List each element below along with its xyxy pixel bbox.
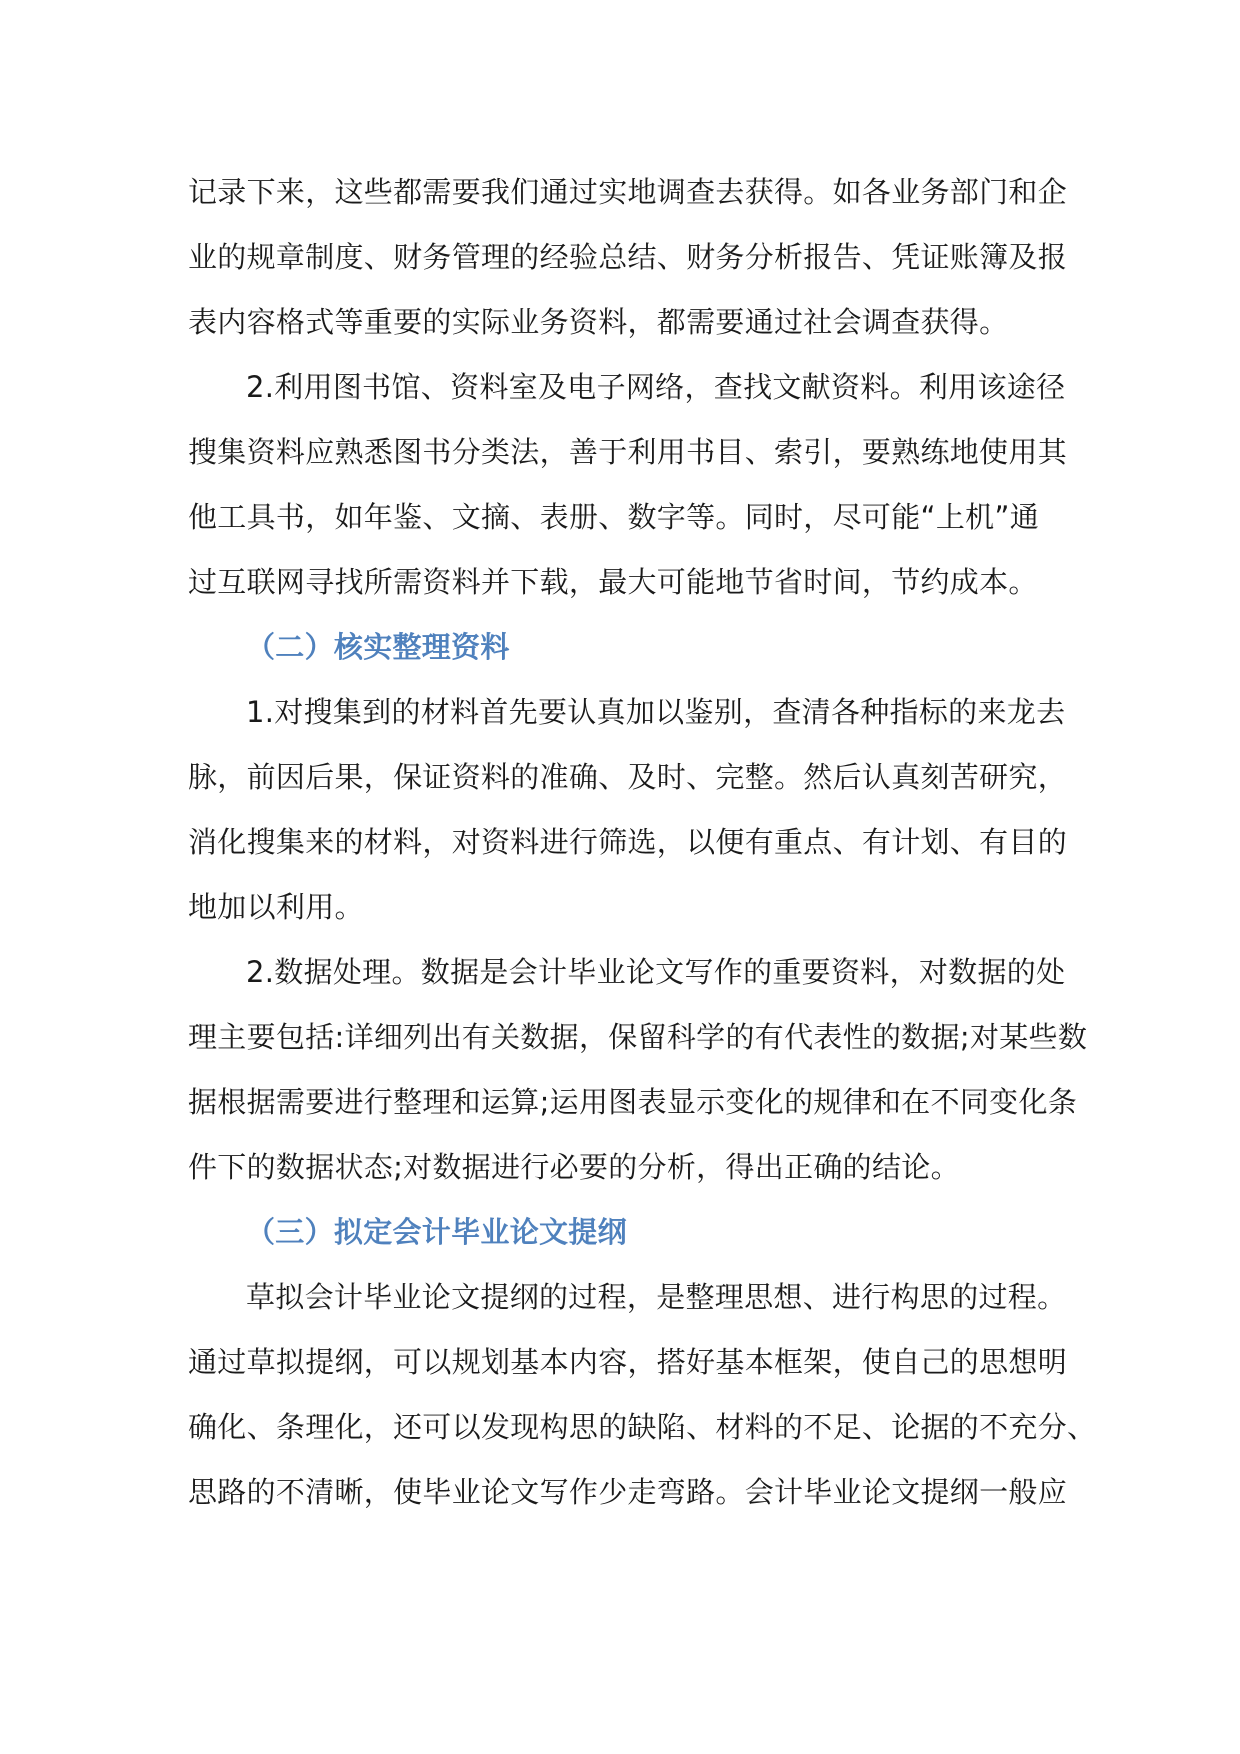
paragraph-line: 过互联网寻找所需资料并下载，最大可能地节省时间，节约成本。: [188, 565, 1038, 599]
paragraph-line: 确化、条理化，还可以发现构思的缺陷、材料的不足、论据的不充分、: [188, 1410, 1097, 1444]
paragraph-line: 据根据需要进行整理和运算;运用图表显示变化的规律和在不同变化条: [188, 1085, 1078, 1119]
paragraph-line: 理主要包括:详细列出有关数据，保留科学的有代表性的数据;对某些数: [188, 1020, 1088, 1054]
section-heading: （二）核实整理资料: [246, 630, 510, 664]
document-body: [188, 160, 1097, 1525]
paragraph-line: 地加以利用。: [188, 890, 364, 924]
paragraph-line: 1.对搜集到的材料首先要认真加以鉴别，查清各种指标的来龙去: [246, 695, 1066, 729]
section-heading: （三）拟定会计毕业论文提纲: [246, 1215, 627, 1249]
paragraph-line: 搜集资料应熟悉图书分类法，善于利用书目、索引，要熟练地使用其: [188, 435, 1068, 469]
paragraph-line: 表内容格式等重要的实际业务资料，都需要通过社会调查获得。: [188, 305, 1009, 339]
paragraph-line: 通过草拟提纲，可以规划基本内容，搭好基本框架，使自己的思想明: [188, 1345, 1068, 1379]
paragraph-line: 记录下来，这些都需要我们通过实地调查去获得。如各业务部门和企: [188, 175, 1068, 209]
paragraph-line: 他工具书，如年鉴、文摘、表册、数字等。同时，尽可能“上机”通: [188, 500, 1040, 534]
paragraph-line: 2.利用图书馆、资料室及电子网络，查找文献资料。利用该途径: [246, 370, 1066, 404]
paragraph-line: 思路的不清晰，使毕业论文写作少走弯路。会计毕业论文提纲一般应: [188, 1475, 1068, 1509]
paragraph-line: 业的规章制度、财务管理的经验总结、财务分析报告、凭证账簿及报: [188, 240, 1068, 274]
paragraph-line: 草拟会计毕业论文提纲的过程，是整理思想、进行构思的过程。: [246, 1280, 1067, 1314]
paragraph-line: 2.数据处理。数据是会计毕业论文写作的重要资料，对数据的处: [246, 955, 1066, 989]
paragraph-line: 件下的数据状态;对数据进行必要的分析，得出正确的结论。: [188, 1150, 960, 1184]
paragraph-line: 脉，前因后果，保证资料的准确、及时、完整。然后认真刻苦研究，: [188, 760, 1068, 794]
paragraph-line: 消化搜集来的材料，对资料进行筛选，以便有重点、有计划、有目的: [188, 825, 1068, 859]
